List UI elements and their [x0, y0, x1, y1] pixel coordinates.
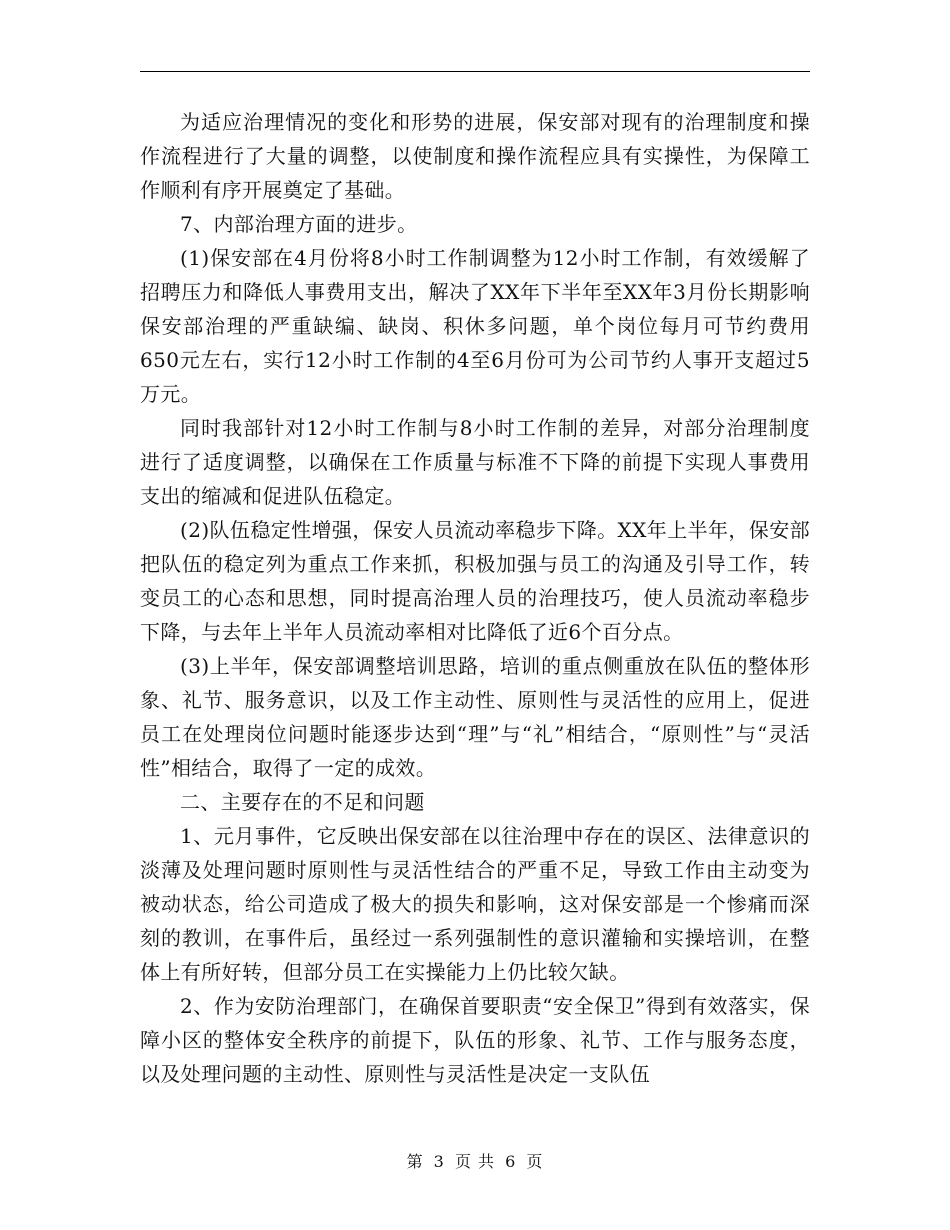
- page-footer: [0, 1150, 950, 1174]
- paragraph: (3)上半年，保安部调整培训思路，培训的重点侧重放在队伍的整体形象、礼节、服务意识，以及工作主动性、原则性与灵活性的应用上，促进员工在处理岗位问题时能逐步达到“理”与“礼”相结合，“原则性”与“灵活性”相结合，取得了一定的成效。: [140, 654, 810, 780]
- current-page-number: 3: [433, 1152, 445, 1171]
- paragraph: (1)保安部在4月份将8小时工作制调整为12小时工作制，有效缓解了招聘压力和降低人事费用支出，解决了XX年下半年至XX年3月份长期影响保安部治理的严重缺编、缺岗、积休多问题，单个岗位每月可节约费用650元左右，实行12小时工作制的4至6月份可为公司节约人事开支超过5万元。: [140, 246, 810, 406]
- paragraph: 为适应治理情况的变化和形势的进展，保安部对现有的治理制度和操作流程进行了大量的调整，以使制度和操作流程应具有实操性，为保障工作顺利有序开展奠定了基础。: [140, 110, 810, 202]
- footer-middle: 页 共: [454, 1152, 496, 1171]
- section-heading-7: 7、内部治理方面的进步。: [180, 212, 418, 236]
- section-heading-2: 二、主要存在的不足和问题: [180, 790, 425, 814]
- total-page-count: 6: [505, 1152, 517, 1171]
- paragraph: (2)队伍稳定性增强，保安人员流动率稳步下降。XX年上半年，保安部把队伍的稳定列为重点工作来抓，积极加强与员工的沟通及引导工作，转变员工的心态和思想，同时提高治理人员的治理技巧，使人员流动率稳步下降，与去年上半年人员流动率相对比降低了近6个百分点。: [140, 518, 811, 644]
- footer-prefix: 第: [406, 1152, 424, 1171]
- document-body: [140, 105, 810, 1091]
- paragraph: 1、元月事件，它反映出保安部在以往治理中存在的误区、法律意识的淡薄及处理问题时原则性与灵活性结合的严重不足，导致工作由主动变为被动状态，给公司造成了极大的损失和影响，这对保安部是一个惨痛而深刻的教训，在事件后，虽经过一系列强制性的意识灌输和实操培训，在整体上有所好转，但部分员工在实操能力上仍比较欠缺。: [140, 824, 810, 984]
- header-rule: [140, 71, 810, 72]
- footer-suffix: 页: [526, 1152, 544, 1171]
- paragraph: 2、作为安防治理部门，在确保首要职责“安全保卫”得到有效落实，保障小区的整体安全秩序的前提下，队伍的形象、礼节、工作与服务态度，以及处理问题的主动性、原则性与灵活性是决定一支队伍: [140, 994, 810, 1086]
- paragraph: 同时我部针对12小时工作制与8小时工作制的差异，对部分治理制度进行了适度调整，以确保在工作质量与标准不下降的前提下实现人事费用支出的缩减和促进队伍稳定。: [140, 416, 810, 508]
